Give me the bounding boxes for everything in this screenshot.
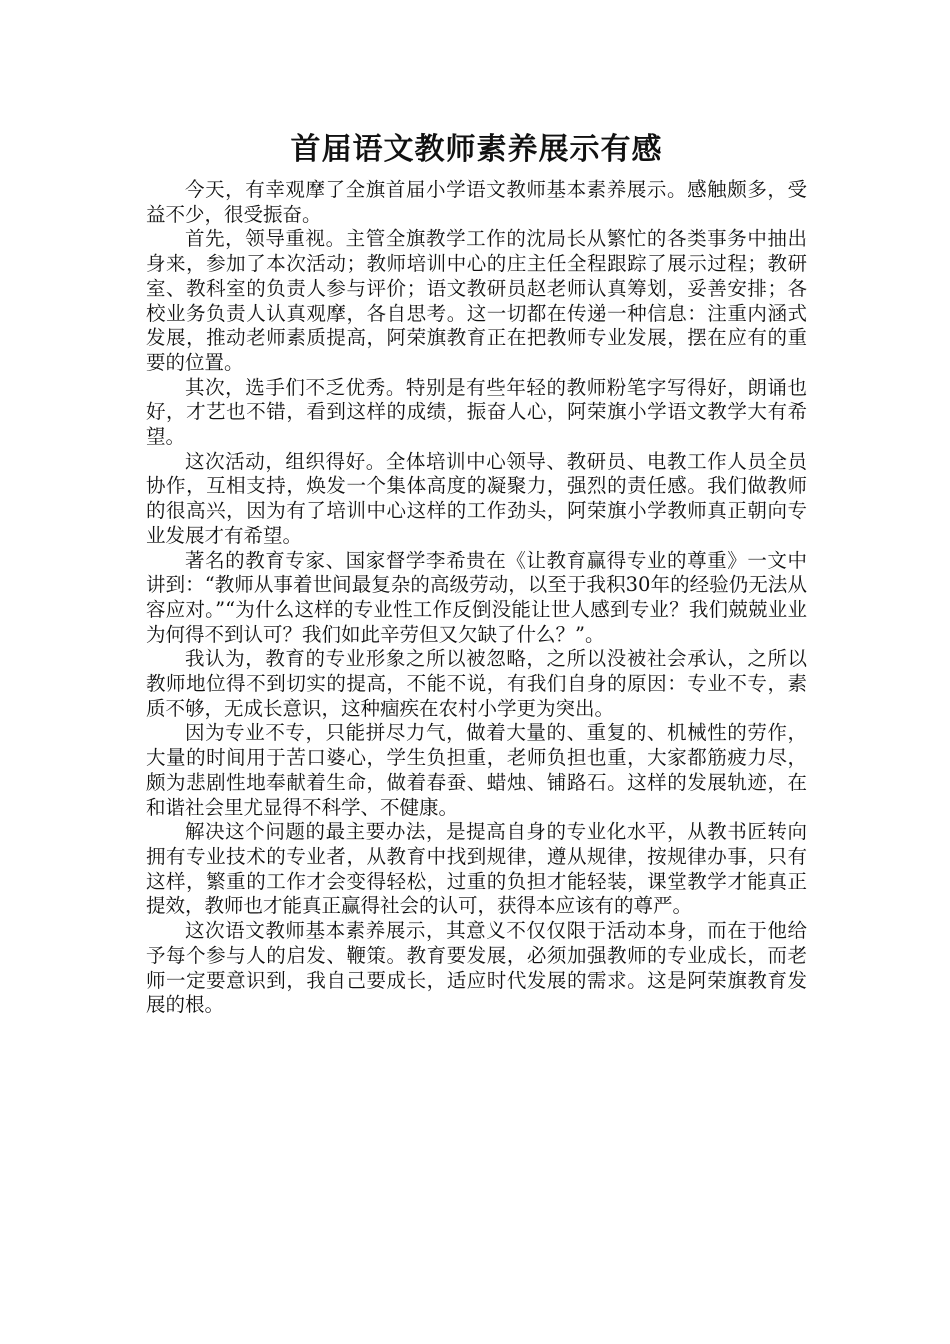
- document-page: [146, 128, 807, 1018]
- paragraph-1: 今天，有幸观摩了全旗首届小学语文教师基本素养展示。感触颇多，受益不少，很受振奋。: [146, 178, 807, 226]
- paragraph-6: 我认为，教育的专业形象之所以被忽略，之所以没被社会承认，之所以教师地位得不到切实的提高，不能不说，有我们自身的原因：专业不专，素质不够，无成长意识，这种痼疾在农村小学更为突出。: [146, 647, 807, 720]
- paragraph-8: 解决这个问题的最主要办法，是提高自身的专业化水平，从教书匠转向拥有专业技术的专业者，从教育中找到规律，遵从规律，按规律办事，只有这样，繁重的工作才会变得轻松，过重的负担才能轻装，课堂教学才能真正提效，教师也才能真正赢得社会的认可，获得本应该有的尊严。: [146, 820, 807, 918]
- paragraph-7: 因为专业不专，只能拼尽力气，做着大量的、重复的、机械性的劳作，大量的时间用于苦口婆心，学生负担重，老师负担也重，大家都筋疲力尽，颇为悲剧性地奉献着生命，做着春蚕、蜡烛、铺路石。这样的发展轨迹，在和谐社会里尤显得不科学、不健康。: [146, 721, 807, 819]
- paragraph-2: 首先，领导重视。主管全旗教学工作的沈局长从繁忙的各类事务中抽出身来，参加了本次活动；教师培训中心的庄主任全程跟踪了展示过程；教研室、教科室的负责人参与评价；语文教研员赵老师认真筹划，妥善安排；各校业务负责人认真观摩，各自思考。这一切都在传递一种信息：注重内涵式发展，推动老师素质提高，阿荣旗教育正在把教师专业发展，摆在应有的重要的位置。: [146, 227, 807, 374]
- paragraph-9: 这次语文教师基本素养展示，其意义不仅仅限于活动本身，而在于他给予每个参与人的启发、鞭策。教育要发展，必须加强教师的专业成长，而老师一定要意识到，我自己要成长，适应时代发展的需求。这是阿荣旗教育发展的根。: [146, 919, 807, 1017]
- paragraph-3: 其次，选手们不乏优秀。特别是有些年轻的教师粉笔字写得好，朗诵也好，才艺也不错，看到这样的成绩，振奋人心，阿荣旗小学语文教学大有希望。: [146, 375, 807, 449]
- paragraph-5: 著名的教育专家、国家督学李希贵在《让教育赢得专业的尊重》一文中讲到：“教师从事着世间最复杂的高级劳动，以至于我积30年的经验仍无法从容应对。”“为什么这样的专业性工作反倒没能让世人感到专业？我们兢兢业业为何得不到认可？我们如此辛劳但又欠缺了什么？”。: [146, 548, 807, 646]
- document-title: 首届语文教师素养展示有感: [290, 132, 663, 167]
- paragraph-4: 这次活动，组织得好。全体培训中心领导、教研员、电教工作人员全员协作，互相支持，焕发一个集体高度的凝聚力，强烈的责任感。我们做教师的很高兴，因为有了培训中心这样的工作劲头，阿荣旗小学教师真正朝向专业发展才有希望。: [146, 449, 807, 547]
